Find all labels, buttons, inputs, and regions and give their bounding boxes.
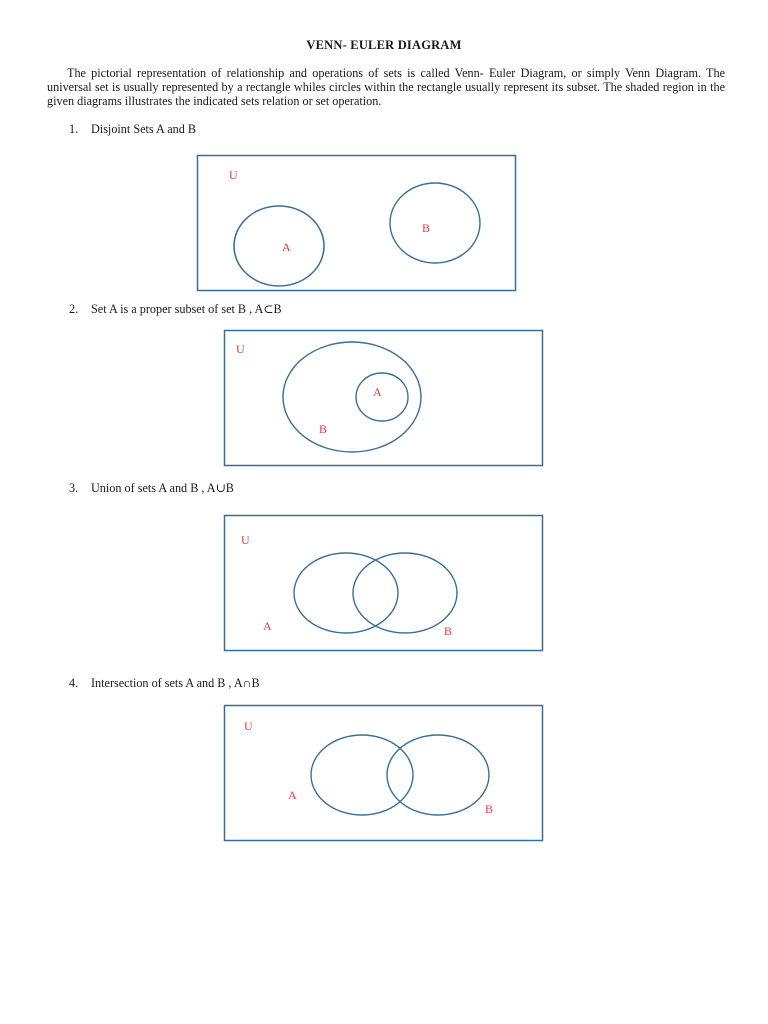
set-b-circle — [387, 735, 489, 815]
set-a-circle — [294, 553, 398, 633]
set-b-circle — [353, 553, 457, 633]
item-4-number: 4. — [69, 676, 79, 690]
label-b: B — [485, 802, 494, 816]
label-a: A — [288, 788, 297, 802]
set-a-circle — [356, 373, 408, 421]
intro-paragraph — [47, 66, 725, 108]
item-1-label: Disjoint Sets A and B — [91, 122, 196, 136]
label-a: A — [282, 240, 291, 254]
label-u: U — [229, 168, 238, 182]
set-b-circle — [390, 183, 480, 263]
item-4-heading — [69, 676, 260, 691]
label-a: A — [263, 619, 272, 633]
intro-text: The pictorial representation of relationship and operations of sets is called Venn- Euler Diagram, or simply Venn Diagram. The universal set is usually represented by a rectangle whiles circles within the rectangle usually represent its subset. The shaded region in the given diagrams illustrates the indicated sets relation or set operation. — [47, 66, 725, 108]
union-diagram — [223, 514, 545, 654]
universal-set-rect — [225, 706, 543, 841]
universal-set-rect — [225, 331, 543, 466]
label-u: U — [241, 533, 250, 547]
item-3-label: Union of sets A and B , A∪B — [91, 481, 234, 495]
set-b-circle — [283, 342, 421, 452]
label-b: B — [444, 624, 453, 638]
label-b: B — [319, 422, 328, 436]
set-a-circle — [234, 206, 324, 286]
item-3-number: 3. — [69, 481, 79, 495]
page-title: VENN- EULER DIAGRAM — [306, 38, 462, 52]
label-u: U — [244, 719, 253, 733]
item-1-heading — [69, 122, 196, 137]
disjoint-sets-diagram — [196, 154, 518, 294]
item-3-heading — [69, 481, 234, 496]
set-a-circle — [311, 735, 413, 815]
label-u: U — [236, 342, 245, 356]
label-a: A — [373, 385, 382, 399]
label-b: B — [422, 221, 431, 235]
item-2-number: 2. — [69, 302, 79, 316]
intersection-diagram — [223, 704, 545, 844]
item-2-heading — [69, 302, 282, 317]
proper-subset-diagram — [223, 329, 545, 469]
item-4-label: Intersection of sets A and B , A∩B — [91, 676, 260, 690]
item-2-label: Set A is a proper subset of set B , A⊂B — [91, 302, 282, 316]
universal-set-rect — [198, 156, 516, 291]
item-1-number: 1. — [69, 122, 79, 136]
